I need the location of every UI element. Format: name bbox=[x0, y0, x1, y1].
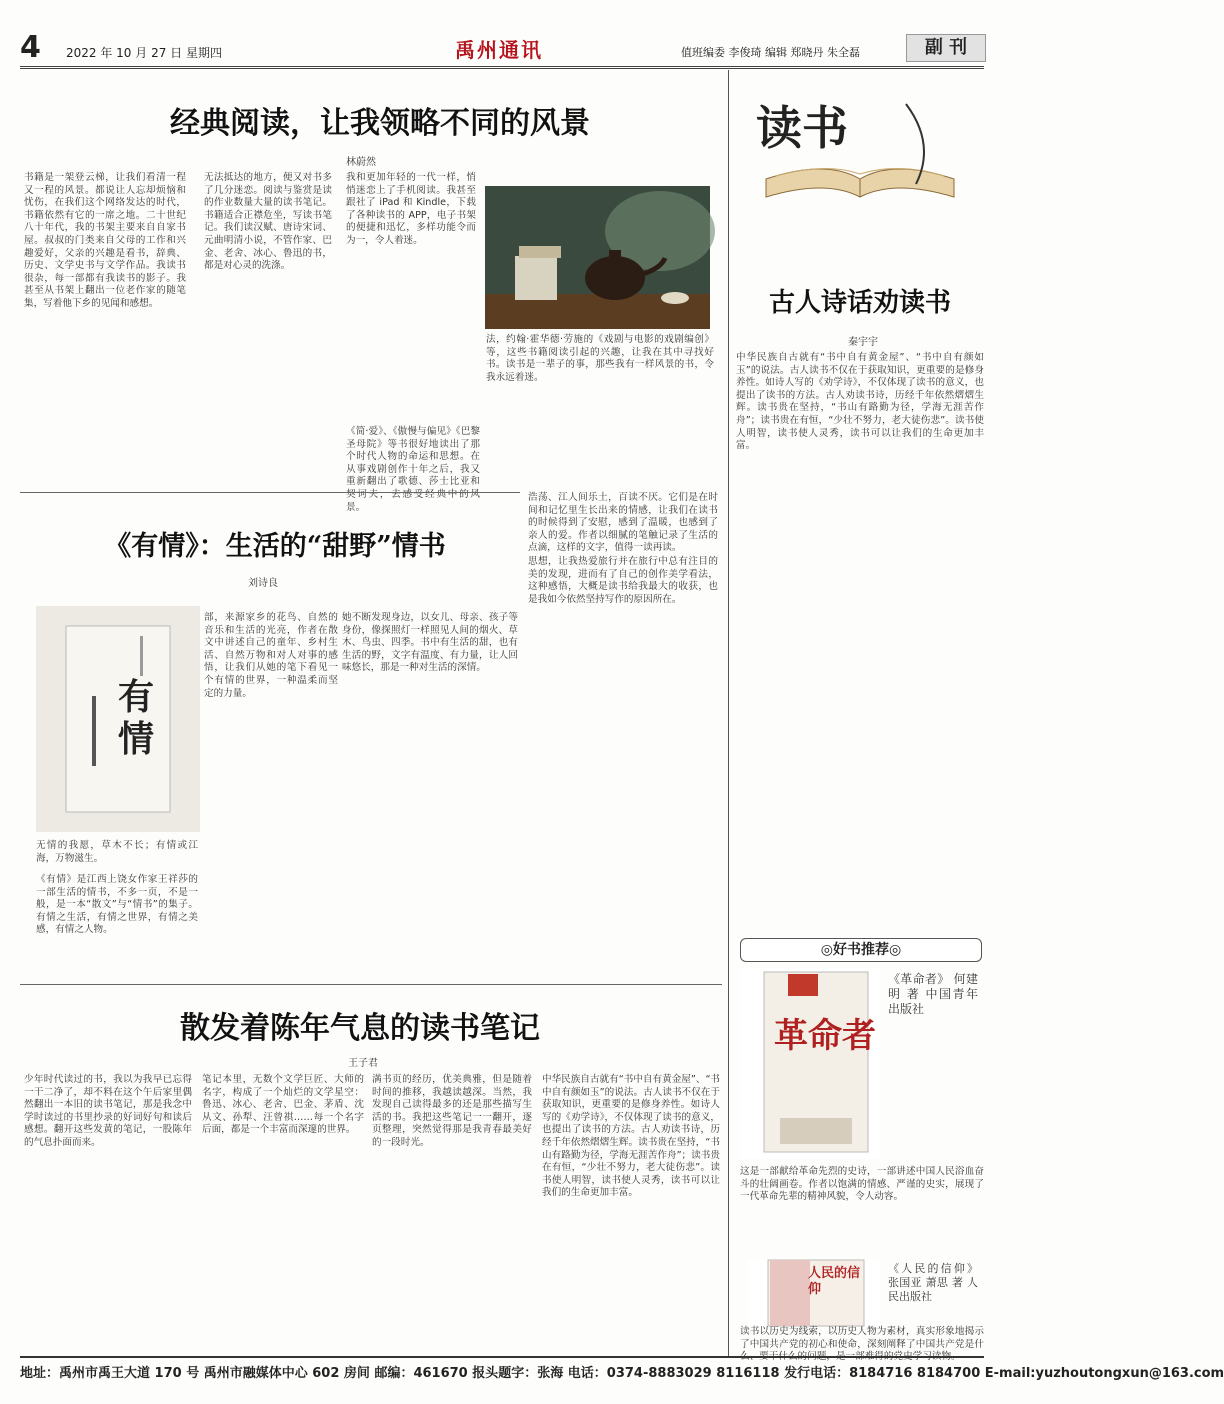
page-number: 4 bbox=[20, 30, 41, 65]
article3-caption: 无情的我愿，草木不长；有情或江海，万物滋生。 bbox=[36, 840, 198, 864]
article1-col4: 法，约翰·霍华德·劳施的《戏剧与电影的戏剧编创》等，这些书籍阅读引起的兴趣，让我在其中寻找好书。读书是一辈子的事，那些我有一样风景的书，令我永远着迷。 bbox=[486, 334, 714, 383]
renmin-xinyang-book-cover bbox=[748, 1260, 880, 1326]
youqing-book-cover bbox=[36, 606, 200, 832]
article3-col1: 《有情》是江西上饶女作家王祥莎的一部生活的情书，不多一页，不是一般，是一本“散文”与“情书”的集子。有情之生活，有情之世界，有情之美感，有情之人物。 bbox=[36, 874, 198, 936]
masthead-logo: 禹州通讯 bbox=[455, 38, 543, 62]
article1-col3b: 《简·爱》、《傲慢与偏见》《巴黎圣母院》等书很好地读出了那个时代人物的命运和思想。在从事戏剧创作十年之后，我又重新翻出了歌德、莎士比亚和契诃夫，去感受经典中的风景。 bbox=[346, 426, 480, 513]
article4-col2: 笔记本里，无数个文学巨匠、大师的名字，构成了一个灿烂的文学星空：鲁迅、冰心、老舍、巴金、茅盾、沈从文、孙犁、汪曾祺……每一个名字后面，都是一个丰富而深邃的世界。 bbox=[202, 1074, 364, 1136]
footer-address: 地址：禹州市禹王大道 170 号 禹州市融媒体中心 602 房间 bbox=[20, 1366, 370, 1381]
gemingzhe-book-cover bbox=[740, 968, 880, 1158]
header-rule bbox=[20, 66, 984, 69]
footer-postcode: 邮编：461670 bbox=[374, 1366, 468, 1381]
footer-distribution: 发行电话：8184716 8184700 bbox=[784, 1366, 981, 1381]
article1-col2: 无法抵达的地方，便又对书多了几分迷恋。阅读与鉴赏是读的作业数量大量的读书笔记。书籍适合正襟危坐，写读书笔记。我们读汉赋、唐诗宋词、元曲明清小说，不管作家、巴金、老舍、冰心、鲁迅的书，都是对心灵的洗涤。 bbox=[204, 172, 332, 272]
editor-credits: 值班编委 李俊琦 编辑 郑晓丹 朱全磊 bbox=[681, 46, 860, 59]
article4-col1: 少年时代读过的书，我以为我早已忘得一干二净了，却不料在这个午后家里偶然翻出一本旧的读书笔记，那是我念中学时读过的书里抄录的好词好句和读后感想。翻开这些发黄的笔记，一股陈年的气息扑面而来。 bbox=[24, 1074, 192, 1148]
footer bbox=[20, 1362, 1224, 1381]
article3-col3: 她不断发现身边，以女儿、母亲、孩子等身份，像探照灯一样照见人间的烟火、草木、鸟虫、四季。书中有生活的甜，也有生活的野，文字有温度、有力量，让人回味悠长，那是一种对生活的深情。 bbox=[342, 612, 518, 674]
article2-author: 秦宇宇 bbox=[848, 337, 878, 348]
section-rule-2 bbox=[20, 984, 722, 985]
issue-date: 2022 年 10 月 27 日 星期四 bbox=[66, 46, 222, 60]
article1-author: 林蔚然 bbox=[346, 157, 376, 168]
article1-title: 经典阅读，让我领略不同的风景 bbox=[170, 106, 590, 141]
article4-col3: 满书页的经历，优美典雅，但是随着时间的推移，我越读越深。当然，我发现自己读得最多的还是那些描写生活的书。我把这些笔记一一翻开，逐页整理，突然觉得那是我青春最美好的一段时光。 bbox=[372, 1074, 532, 1148]
column-divider bbox=[728, 70, 729, 1356]
reading-logo-graphic bbox=[736, 84, 984, 214]
article4-title: 散发着陈年气息的读书笔记 bbox=[180, 1011, 540, 1046]
recommend-banner: ◎好书推荐◎ bbox=[740, 938, 982, 962]
article3-col2: 部，来源家乡的花鸟、自然的音乐和生活的光亮，作者在散文中讲述自己的童年、乡村生活、自然万物和对人对事的感悟，让我们从她的笔下看见一个有情的世界，一种温柔而坚定的力量。 bbox=[204, 612, 338, 699]
footer-phone: 电话：0374-8883029 8116118 bbox=[567, 1366, 780, 1381]
article4-author: 王子君 bbox=[348, 1058, 378, 1069]
article2-body: 中华民族自古就有“书中自有黄金屋”、“书中自有颜如玉”的说法。古人读书不仅在于获取知识，更重要的是修身养性。如诗人写的《劝学诗》，不仅体现了读书的意义，也提出了读书的方法。古人劝读书诗，历经千年依然熠熠生辉。读书贵在坚持，“书山有路勤为径，学海无涯苦作舟”；读书贵在有恒，“少壮不努力，老大徒伤悲”。读书使人明智，读书使人灵秀，读书可以让我们的生命更加丰富。 bbox=[736, 352, 984, 452]
youqing-cover-title: 有情 bbox=[118, 676, 155, 760]
renmin-cover-title: 人民的信仰 bbox=[808, 1266, 861, 1297]
gemingzhe-cover-title: 革命者 bbox=[774, 1016, 876, 1056]
article2-title: 古人诗话劝读书 bbox=[768, 288, 951, 318]
book1-info: 《革命者》 何建明 著 中国青年出版社 bbox=[888, 972, 978, 1016]
book2-description: 读书以历史为线索，以历史人物为素材，真实形象地揭示了中国共产党的初心和使命，深刻阐释了中国共产党是什么、要干什么的问题，是一部难得的党史学习读物。 bbox=[740, 1326, 984, 1363]
article3-top-right: 浩荡、江人间乐土，百读不厌。它们是在时间和记忆里生长出来的情感，让我们在读书的时候得到了安慰，感到了温暖，也感到了亲人的爱。作者以细腻的笔触记录了生活的点滴，这样的文字，值得一读再读。 bbox=[528, 492, 718, 554]
book1-description: 这是一部献给革命先烈的史诗，一部讲述中国人民浴血奋斗的壮阔画卷。作者以饱满的情感、严谨的史实，展现了一代革命先辈的精神风貌，令人动容。 bbox=[740, 1166, 984, 1203]
teapot-photo bbox=[485, 186, 710, 329]
article3-author: 刘诗良 bbox=[248, 578, 278, 589]
book2-info: 《人民的信仰》 张国亚 萧思 著 人民出版社 bbox=[888, 1262, 978, 1303]
section-label: 副 刊 bbox=[906, 34, 986, 62]
section-rule-1 bbox=[20, 492, 520, 493]
article4-col4: 中华民族自古就有“书中自有黄金屋”、“书中自有颜如玉”的说法。古人读书不仅在于获取知识，更重要的是修身养性。如诗人写的《劝学诗》，不仅体现了读书的意义，也提出了读书的方法。古人劝读书诗，历经千年依然熠熠生辉。读书贵在坚持，“书山有路勤为径，学海无涯苦作舟”；读书贵在有恒，“少壮不努力，老大徒伤悲”。读书使人明智，读书使人灵秀，读书可以让我们的生命更加丰富。 bbox=[542, 1074, 721, 1199]
footer-email: E-mail:yuzhoutongxun@163.com bbox=[984, 1366, 1224, 1381]
article1-col3: 我和更加年轻的一代一样，悄悄迷恋上了手机阅读。我甚至跟社了 iPad 和 Kindle，下载了各种读书的 APP，电子书架的便捷和迅忆，多样功能令而为一，令人着迷。 bbox=[346, 172, 476, 246]
footer-report: 报头题字：张海 bbox=[472, 1366, 564, 1381]
article3-col4: 思想，让我热爱旅行并在旅行中总有注目的美的发现，进而有了自己的创作美学看法，这种感悟，大概是读书给我最大的收获，也是我如今依然坚持写作的原因所在。 bbox=[528, 556, 718, 605]
reading-logo-text: 读书 bbox=[756, 101, 848, 155]
article1-col1: 书籍是一架登云梯，让我们看清一程又一程的风景。都说让人忘却烦恼和忧伤，在我们这个网络发达的时代，书籍依然有它的一席之地。二十世纪八十年代，我的书架主要来自自家书屋。叔叔的门类来自父母的工作和兴趣爱好，父亲的兴趣是看书，辞典、历史、文学史书与文学作品。我读书很杂，每一部都有我读书的影子。我甚至从书架上翻出一位老作家的随笔集，写着他下乡的见闻和感想。 bbox=[24, 172, 186, 309]
footer-rule bbox=[20, 1356, 984, 1358]
article3-title: 《有情》：生活的“甜野”情书 bbox=[104, 531, 446, 562]
